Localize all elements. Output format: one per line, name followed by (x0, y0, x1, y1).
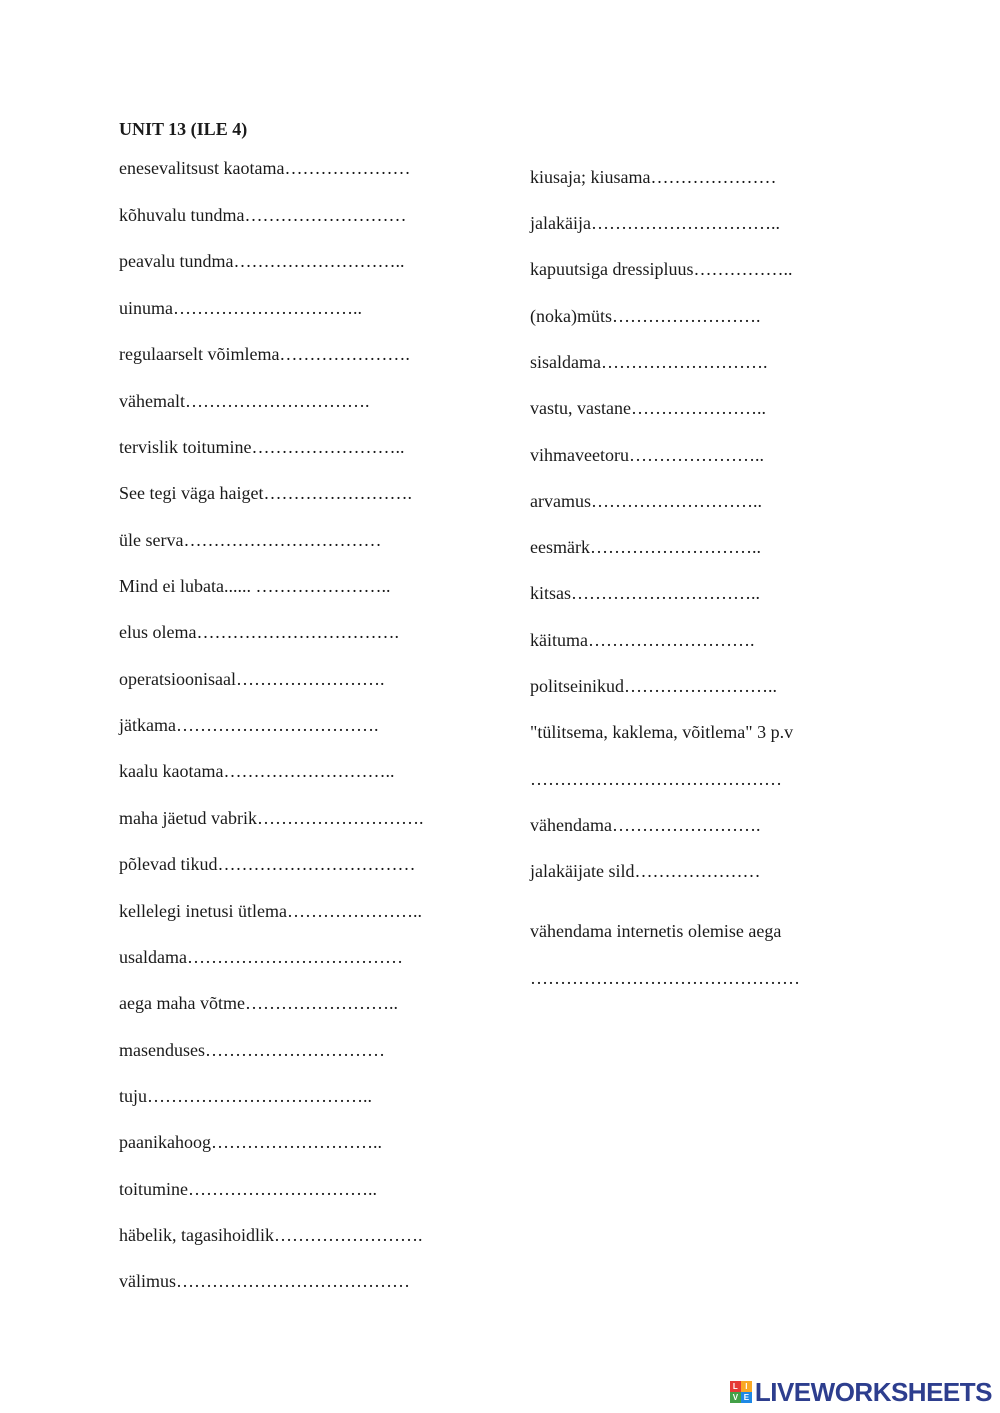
vocab-item: Mind ei lubata...... ………………….. (119, 576, 391, 596)
vocab-item: enesevalitsust kaotama………………… (119, 158, 411, 178)
vocab-item: paanikahoog……………………….. (119, 1132, 382, 1152)
vocab-item: üle serva…………………………… (119, 530, 382, 550)
answer-blank: …………………………………… (530, 769, 782, 789)
vocab-item: vastu, vastane………………….. (530, 398, 766, 418)
vocab-item: vähemalt…………………………. (119, 391, 370, 411)
vocab-item: tervislik toitumine…………………….. (119, 437, 405, 457)
vocab-item: kõhuvalu tundma……………………… (119, 205, 407, 225)
vocab-item: jalakäijate sild………………… (530, 861, 761, 881)
vocab-item: aega maha võtme…………………….. (119, 993, 398, 1013)
vocab-item: kiusaja; kiusama………………… (530, 167, 777, 187)
vocab-item: elus olema……………………………. (119, 622, 399, 642)
vocab-item: arvamus……………………….. (530, 491, 762, 511)
vocab-item: põlevad tikud…………………………… (119, 854, 416, 874)
vocab-item: vihmaveetoru………………….. (530, 445, 764, 465)
vocab-item: uinuma………………………….. (119, 298, 362, 318)
vocab-item: politseinikud…………………….. (530, 676, 777, 696)
vocab-item: käituma………………………. (530, 630, 755, 650)
vocab-item: eesmärk……………………….. (530, 537, 761, 557)
vocab-item: vähendama……………………. (530, 815, 761, 835)
logo-mark-letter: L (730, 1381, 741, 1392)
vocab-item: häbelik, tagasihoidlik……………………. (119, 1225, 423, 1245)
logo-mark-letter: E (741, 1392, 752, 1403)
vocab-item: operatsioonisaal……………………. (119, 669, 385, 689)
logo-text: LIVEWORKSHEETS (754, 1377, 992, 1407)
vocab-item: kitsas………………………….. (530, 583, 761, 603)
liveworksheets-logo-icon (730, 1381, 752, 1403)
answer-blank: ……………………………………… (530, 968, 800, 988)
vocab-item: peavalu tundma……………………….. (119, 251, 405, 271)
worksheet-title: UNIT 13 (ILE 4) (119, 119, 248, 139)
vocab-item: välimus………………………………… (119, 1271, 410, 1291)
vocab-item: jätkama……………………………. (119, 715, 379, 735)
vocab-item: usaldama……………………………… (119, 947, 403, 967)
vocab-item: kapuutsiga dressipluus…………….. (530, 259, 793, 279)
vocab-item: kellelegi inetusi ütlema………………….. (119, 901, 422, 921)
liveworksheets-logo (730, 1379, 992, 1405)
vocab-item: kaalu kaotama……………………….. (119, 761, 395, 781)
vocab-item: vähendama internetis olemise aega (530, 921, 782, 941)
vocab-item: See tegi väga haiget……………………. (119, 483, 412, 503)
vocab-item: tuju……………………………….. (119, 1086, 373, 1106)
vocab-item: toitumine………………………….. (119, 1179, 377, 1199)
logo-mark-letter: V (730, 1392, 741, 1403)
vocab-item: (noka)müts……………………. (530, 306, 761, 326)
vocab-item: regulaarselt võimlema…………………. (119, 344, 410, 364)
vocab-item: sisaldama………………………. (530, 352, 768, 372)
vocab-item: masenduses………………………… (119, 1040, 385, 1060)
logo-mark-letter: I (741, 1381, 752, 1392)
vocab-item: jalakäija………………………….. (530, 213, 780, 233)
vocab-item: maha jäetud vabrik………………………. (119, 808, 424, 828)
vocab-item: "tülitsema, kaklema, võitlema" 3 p.v (530, 722, 794, 742)
